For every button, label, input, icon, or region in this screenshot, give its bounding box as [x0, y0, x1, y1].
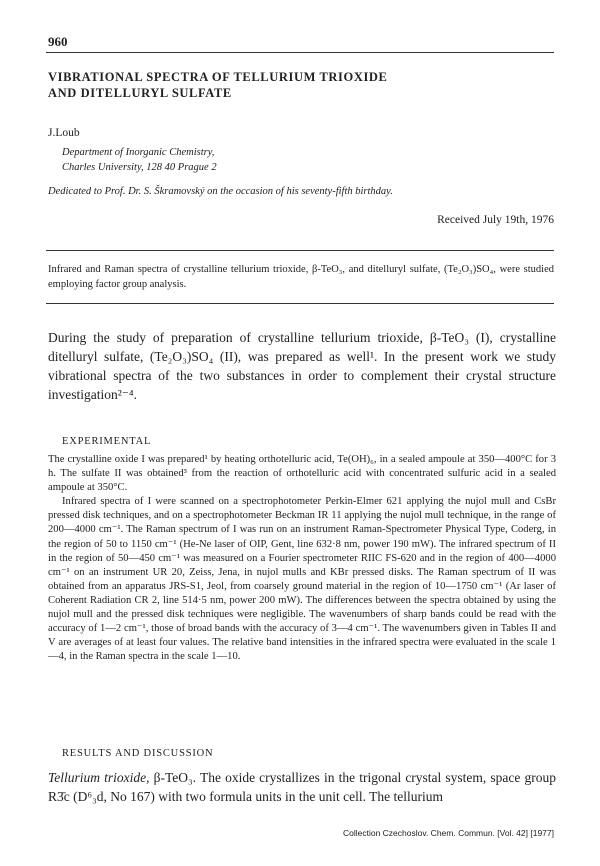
- header-rule: [46, 52, 554, 53]
- title-line-2: AND DITELLURYL SULFATE: [48, 86, 232, 100]
- dedication: Dedicated to Prof. Dr. S. Škramovský on the occasion of his seventy-fifth birthday.: [48, 186, 393, 197]
- experimental-paragraph-2: Infrared spectra of I were scanned on a spectrophotometer Perkin-Elmer 621 applying the nujol mull and CsBr pressed disk techniques, and on a spectrophotometer Beckman IR 11 applying the nujol mull technique, in the range of 200—4000 cm⁻¹. The Raman spectrum of I was run on an instrument Raman-Spectrometer Physical Type, Coderg, in the region of 50 to 1150 cm⁻¹ (He-Ne laser of OIP, Gent, line 632·8 nm, power 190 mW). The infrared spectrum of II in the region of 50—450 cm⁻¹ was measured on a Fourier spectrometer RIIC FS-620 and in the region of 400—4000 cm⁻¹ on an instrument UR 20, Zeiss, Jena, in nujol mulls and KBr pressed disks. The Raman spectrum of II was obtained from an apparatus JRS-S1, Jeol, from coarsely ground material in the region of 10—1750 cm⁻¹ (Ar laser of Coherent Radiation CR 2, line 514·5 nm, power 200 mW). The differences between the spectra obtained by using the nujol mull and the pressed disk techniques were negligible. The wavenumbers of sharp bands could be read with the accuracy of 1—2 cm⁻¹, those of broad bands with the accuracy of 3—4 cm⁻¹. The wavenumbers given in Tables II and V are averages of at least four values. The relative band intensities in the infrared spectra were evaluated in the scale 1—4, in the Raman spectra in the scale 1—10.: [48, 496, 556, 663]
- results-lead: Tellurium trioxide,: [48, 770, 150, 785]
- title-line-1: VIBRATIONAL SPECTRA OF TELLURIUM TRIOXIDE: [48, 70, 388, 84]
- results-text: β-TeO₃. The oxide crystallizes in the trigonal crystal system, space group R3̄c (D⁶₃d, No 167) with two formula units in the unit cell. The tellurium: [48, 770, 556, 804]
- article-title: [48, 69, 548, 101]
- results-paragraph: [48, 768, 556, 806]
- heading-results: RESULTS AND DISCUSSION: [62, 748, 214, 759]
- page-number: 960: [48, 34, 68, 49]
- affiliation-line-2: Charles University, 128 40 Prague 2: [62, 162, 217, 173]
- received-date: Received July 19th, 1976: [437, 214, 554, 226]
- introduction-paragraph: During the study of preparation of crystalline tellurium trioxide, β-TeO₃ (I), crystalline ditelluryl sulfate, (Te₂O₃)SO₄ (II), was prepared as well¹. In the present work we study vibrational spectra of the two substances in order to complement their crystal structure investigation²⁻⁴.: [48, 330, 556, 402]
- journal-footer: Collection Czechoslov. Chem. Commun. [Vol. 42] [1977]: [342, 828, 554, 838]
- heading-experimental: EXPERIMENTAL: [62, 436, 152, 447]
- experimental-section: [48, 453, 556, 664]
- experimental-paragraph-1: The crystalline oxide I was prepared¹ by heating orthotelluric acid, Te(OH)₆, in a sealed ampoule at 350—400°C for 3 h. The sulfate II was obtained³ from the reaction of orthotelluric acid with concentrated sulfuric acid in a sealed ampoule at 350°C.: [48, 454, 556, 494]
- author: J.Loub: [48, 127, 80, 139]
- abstract-rule-top: [46, 250, 554, 251]
- affiliation-line-1: Department of Inorganic Chemistry,: [62, 147, 215, 158]
- abstract: Infrared and Raman spectra of crystalline tellurium trioxide, β-TeO₃, and ditelluryl sulfate, (Te₂O₃)SO₄, were studied employing factor group analysis.: [48, 264, 554, 290]
- affiliation: [62, 145, 217, 175]
- abstract-rule-bottom: [46, 303, 554, 304]
